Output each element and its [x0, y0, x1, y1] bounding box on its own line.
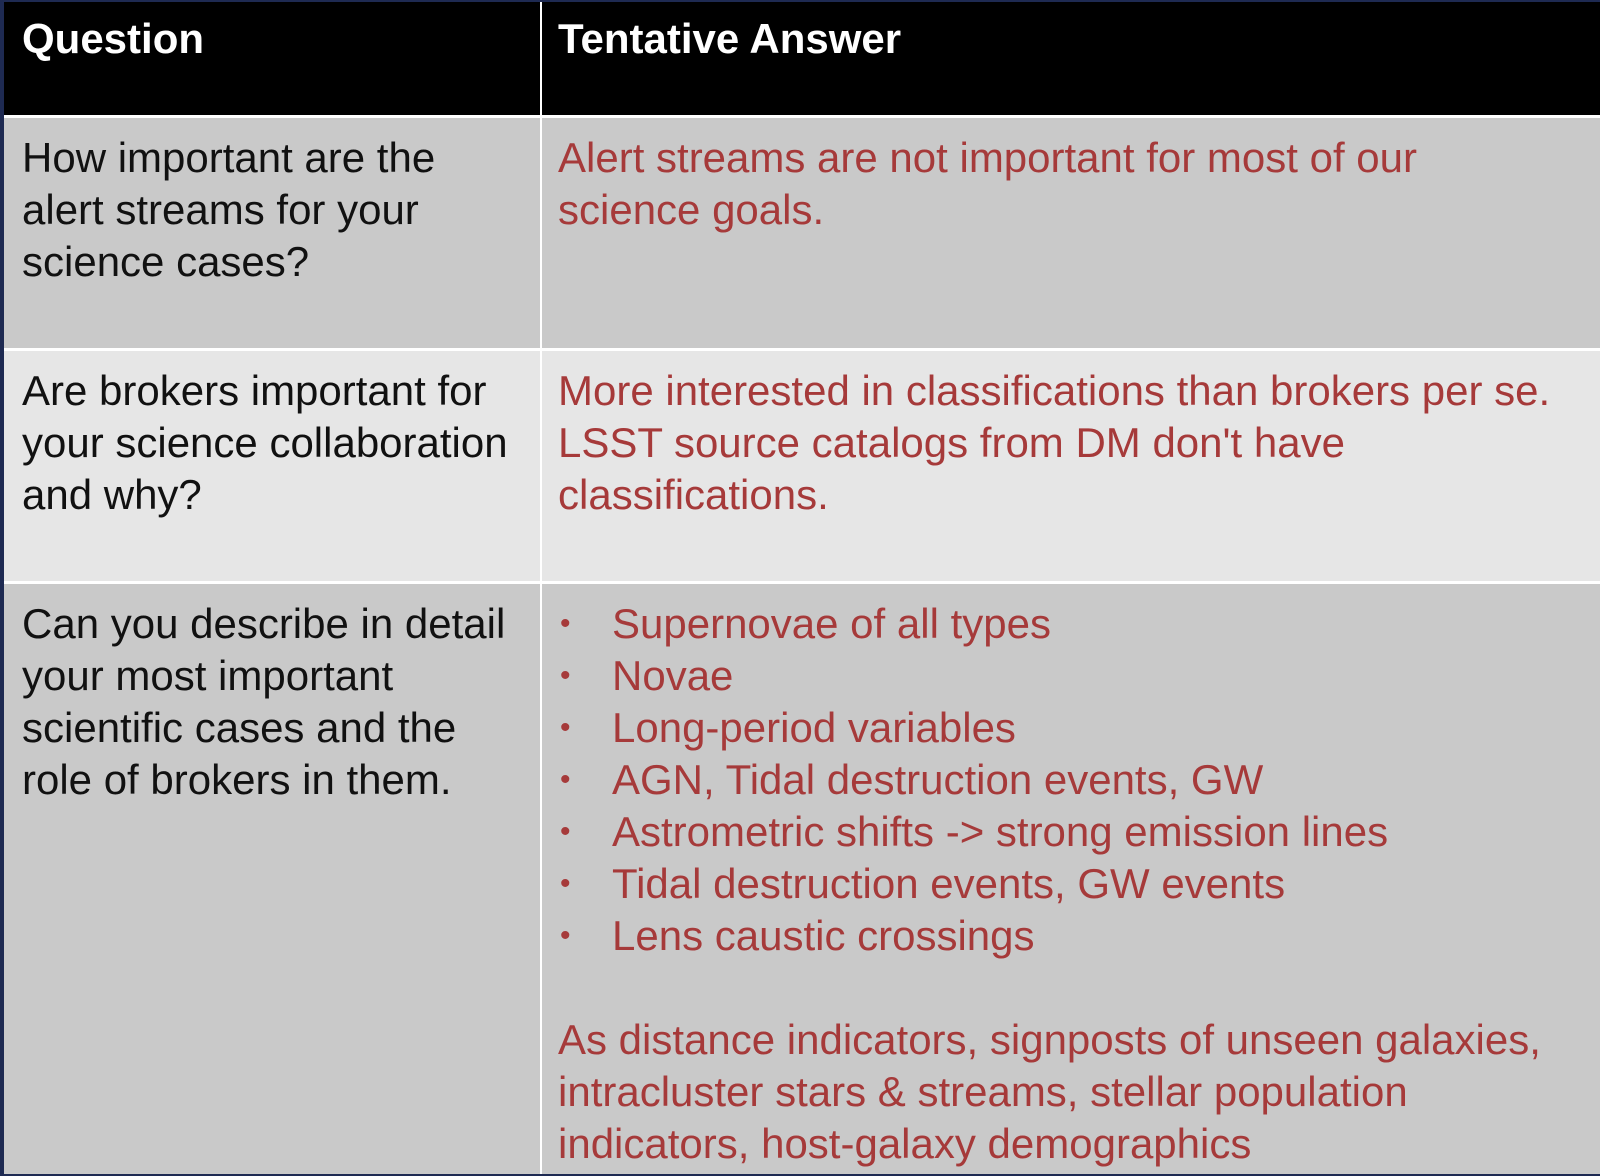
row2-answer	[542, 351, 1600, 584]
answer-line: classifications.	[558, 471, 829, 518]
bullet-text: Long-period variables	[612, 704, 1016, 751]
row3-answer	[542, 584, 1600, 1174]
question-line: and why?	[22, 471, 202, 518]
bullet-icon: •	[560, 607, 571, 640]
answer-line: More interested in classifications than brokers per se.	[558, 367, 1551, 414]
question-line: your science collaboration	[22, 419, 508, 466]
bullet-text: Lens caustic crossings	[612, 912, 1035, 959]
bullet-icon: •	[560, 763, 571, 796]
answer-line: science goals.	[558, 186, 825, 233]
bullet-icon: •	[560, 867, 571, 900]
extra-answer-paragraph	[558, 1014, 1582, 1170]
bullet-text: AGN, Tidal destruction events, GW	[612, 756, 1264, 803]
question-line: alert streams for your	[22, 186, 419, 233]
qa-table	[4, 2, 1600, 1174]
row1-answer	[542, 118, 1600, 351]
bullet-icon: •	[560, 815, 571, 848]
header-question: Question	[4, 2, 542, 118]
question-line: How important are the	[22, 134, 436, 181]
answer-bullet-list	[558, 598, 1582, 962]
answer-line: Alert streams are not important for most of our	[558, 134, 1417, 181]
bullet-icon: •	[560, 659, 571, 692]
question-line: scientific cases and the	[22, 704, 457, 751]
answer-line: indicators, host-galaxy demographics	[558, 1120, 1252, 1167]
bullet-item	[558, 702, 1582, 754]
answer-line: As distance indicators, signposts of unseen galaxies,	[558, 1016, 1541, 1063]
bullet-item	[558, 754, 1582, 806]
bullet-icon: •	[560, 711, 571, 744]
bullet-item	[558, 806, 1582, 858]
question-line: your most important	[22, 652, 394, 699]
bullet-text: Astrometric shifts -> strong emission lines	[612, 808, 1389, 855]
bullet-item	[558, 650, 1582, 702]
bullet-item	[558, 858, 1582, 910]
question-line: Are brokers important for	[22, 367, 487, 414]
bullet-text: Tidal destruction events, GW events	[612, 860, 1286, 907]
bullet-text: Supernovae of all types	[612, 600, 1051, 647]
question-line: role of brokers in them.	[22, 756, 452, 803]
row1-question	[4, 118, 542, 351]
bullet-icon: •	[560, 919, 571, 952]
bullet-text: Novae	[612, 652, 734, 699]
row2-question	[4, 351, 542, 584]
answer-line: LSST source catalogs from DM don't have	[558, 419, 1345, 466]
answer-line: intracluster stars & streams, stellar population	[558, 1068, 1408, 1115]
question-line: science cases?	[22, 238, 310, 285]
bullet-item	[558, 910, 1582, 962]
question-line: Can you describe in detail	[22, 600, 506, 647]
row3-question	[4, 584, 542, 1174]
header-answer: Tentative Answer	[542, 2, 1600, 118]
bullet-item	[558, 598, 1582, 650]
